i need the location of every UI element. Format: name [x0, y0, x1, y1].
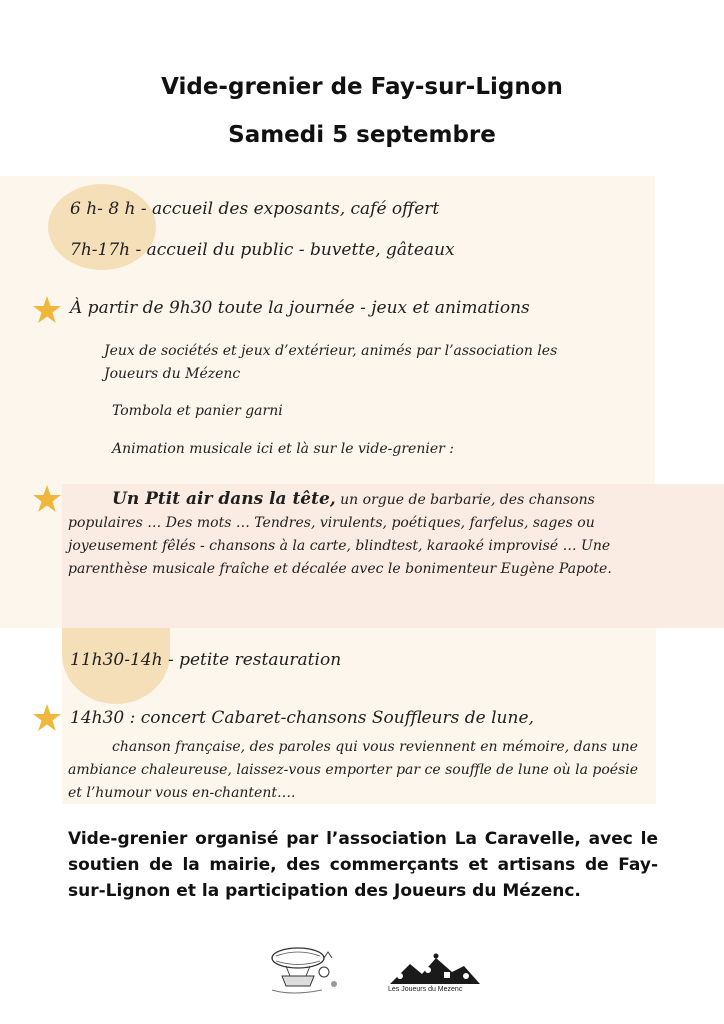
game-pieces-icon — [386, 952, 482, 986]
star-icon — [32, 703, 62, 733]
organizer-note: Vide-grenier organisé par l’association La Caravelle, avec le soutien de la mairie, des commerçants et artisans de Fay-sur-Lignon et la participation des Joueurs du Mézenc. — [68, 829, 658, 901]
schedule-item-concert: 14h30 : concert Cabaret-chansons Souffleurs de lune, — [70, 708, 534, 728]
tombola-text: Tombola et panier garni — [112, 403, 283, 419]
schedule-item-public: 7h-17h - accueil du public - buvette, gâteaux — [70, 240, 455, 260]
music-lead: Un Ptit air dans la tête, — [112, 489, 336, 509]
schedule-item-exhibitors: 6 h- 8 h - accueil des exposants, café offert — [70, 199, 440, 219]
games-description-line2: Joueurs du Mézenc — [104, 366, 241, 382]
music-intro-text: Animation musicale ici et là sur le vide-grenier : — [112, 441, 454, 457]
games-description-line1: Jeux de sociétés et jeux d’extérieur, animés par l’association les — [104, 343, 558, 359]
schedule-item-lunch: 11h30-14h - petite restauration — [70, 650, 342, 670]
concert-description: chanson française, des paroles qui vous reviennent en mémoire, dans une ambiance chaleureuse, laissez-vous emporter par ce souffle de lune où la poésie et l’humour vous en-chantent…. — [68, 739, 639, 801]
star-icon — [32, 295, 62, 325]
schedule-item-games: À partir de 9h30 toute la journée - jeux et animations — [70, 298, 530, 318]
airship-illustration-icon — [262, 944, 346, 998]
event-date: Samedi 5 septembre — [228, 122, 496, 148]
joueurs-logo-label: Les Joueurs du Mezenc — [388, 986, 463, 993]
music-text: un orgue de barbarie, des chansons populaires … Des mots … Tendres, virulents, poétiques, farfelus, sages ou joyeusement fêlés - chansons à la carte, blindtest, karaoké improvisé … Une parenthèse musicale fraîche et décalée avec le bonimenteur Eugène Papote. — [68, 492, 612, 577]
star-icon — [32, 484, 62, 514]
page-title: Vide-grenier de Fay-sur-Lignon — [161, 74, 563, 100]
music-paragraph — [68, 488, 652, 581]
